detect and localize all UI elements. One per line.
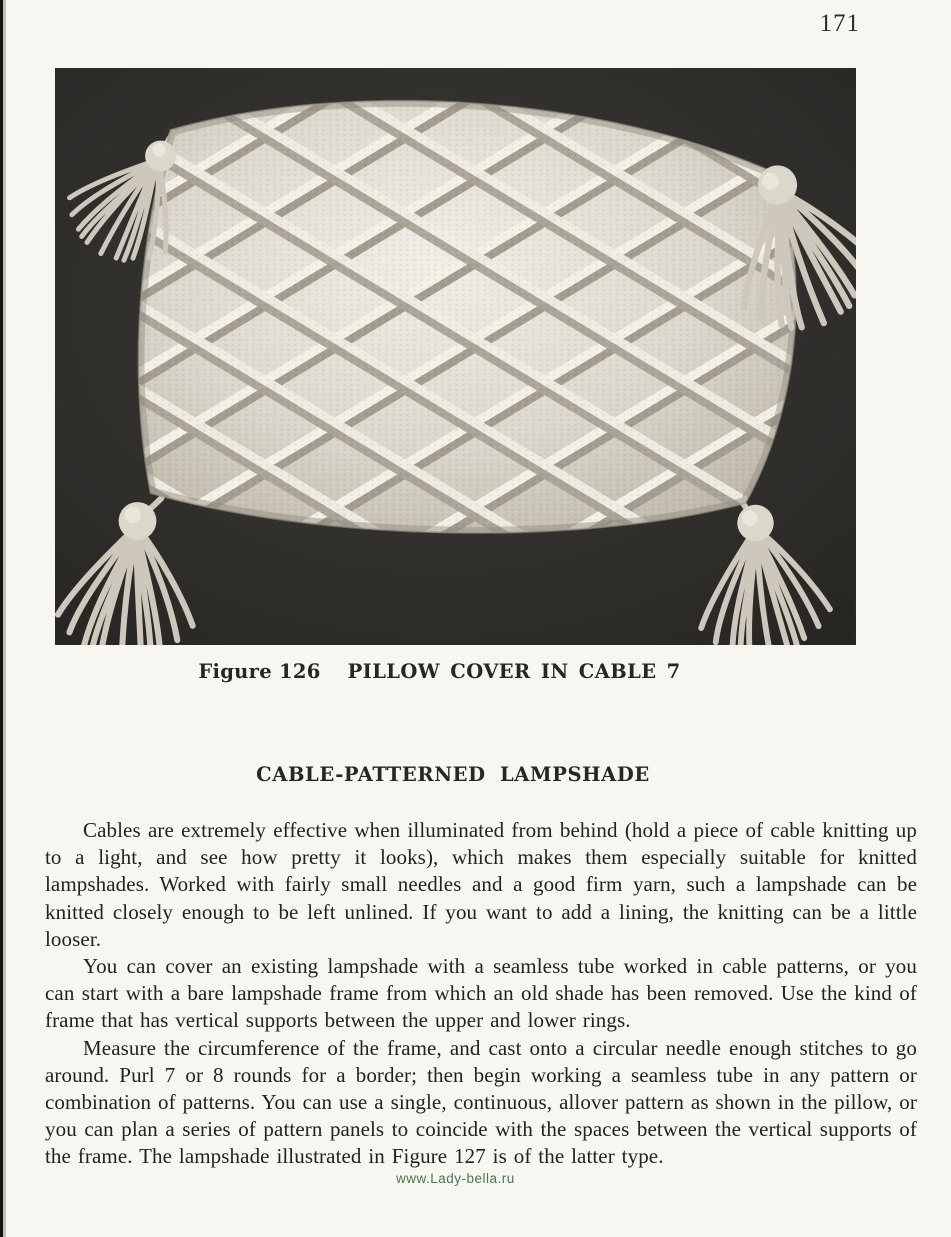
paragraph-3: Measure the circumference of the frame, and cast onto a circular needle enough stitches to go around. Purl 7 or 8 rounds for a border; then begin working a seamless tube in any pattern or combination of patterns. You can use a single, continuous, allover pattern as shown in the pillow, or you can plan a series of pattern panels to coincide with the spaces between the vertical supports of the frame. The lampshade illustrated in Figure 127 is of the latter type. — [45, 1035, 917, 1169]
paragraph-2: You can cover an existing lampshade with a seamless tube worked in cable patterns, or you can start with a bare lampshade frame from which an old shade has been removed. Use the kind of frame that has vertical supports between the upper and lower rings. — [45, 954, 917, 1033]
body-text — [45, 817, 917, 1171]
paragraph-1: Cables are extremely effective when illuminated from behind (hold a piece of cable knitting up to a light, and see how pretty it looks), which makes them especially suitable for knitted lampshades. Worked with fairly small needles and a good firm yarn, such a lampshade can be knitted closely enough to be left unlined. If you want to add a lining, the knitting can be a little looser. — [45, 818, 917, 951]
watermark: www.Lady-bella.ru — [396, 1171, 515, 1186]
figure-caption-label: Figure 126 — [198, 660, 321, 683]
section-heading: CABLE-PATTERNED LAMPSHADE — [256, 763, 650, 786]
pillow-photo — [55, 68, 856, 645]
figure-caption — [39, 660, 840, 683]
scan-edge-shadow — [3, 0, 6, 1237]
page-number: 171 — [819, 10, 860, 37]
figure-caption-title: PILLOW COVER IN CABLE 7 — [347, 660, 681, 683]
pillow-photo-figure — [55, 68, 856, 645]
